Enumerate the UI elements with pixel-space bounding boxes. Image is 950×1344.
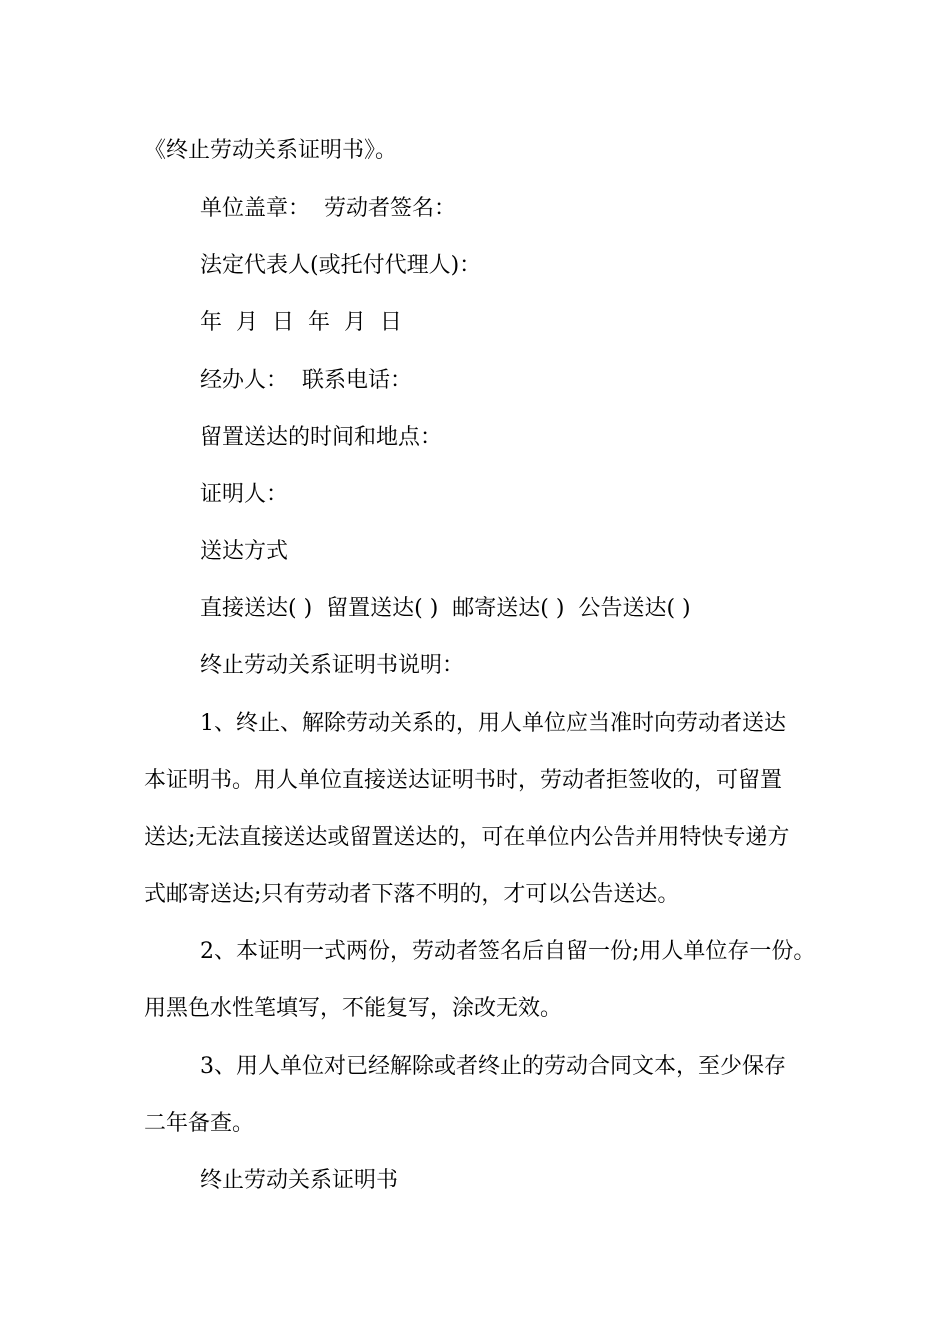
closing-title: 终止劳动关系证明书 (200, 1168, 399, 1193)
instruction-1-line-4: 式邮寄送达;只有劳动者下落不明的，才可以公告送达。 (144, 882, 680, 907)
delivery-options-line: 直接送达( ) 留置送达( ) 邮寄送达( ) 公告送达( ) (200, 596, 691, 621)
handler-phone-line: 经办人： 联系电话： (200, 368, 412, 393)
instruction-2-line-2: 用黑色水性笔填写，不能复写，涂改无效。 (144, 996, 563, 1021)
instruction-1-line-2: 本证明书。用人单位直接送达证明书时，劳动者拒签收的，可留置 (144, 768, 783, 793)
instruction-1-line-1: 1、终止、解除劳动关系的，用人单位应当准时向劳动者送达 (200, 711, 786, 736)
instruction-1-line-3: 送达;无法直接送达或留置送达的，可在单位内公告并用特快专递方 (144, 825, 790, 850)
instructions-heading: 终止劳动关系证明书说明： (200, 653, 465, 678)
delivery-time-place-line: 留置送达的时间和地点： (200, 425, 443, 450)
legal-representative-line: 法定代表人(或托付代理人)： (200, 253, 482, 278)
instruction-3-line-1: 3、用人单位对已经解除或者终止的劳动合同文本，至少保存 (200, 1054, 786, 1079)
witness-line: 证明人： (200, 482, 289, 507)
date-line: 年 月 日 年 月 日 (200, 310, 402, 335)
delivery-method-heading: 送达方式 (200, 539, 289, 564)
seal-signature-line: 单位盖章： 劳动者签名： (200, 196, 456, 221)
document-title-reference: 《终止劳动关系证明书》。 (144, 138, 398, 163)
instruction-2-line-1: 2、本证明一式两份，劳动者签名后自留一份;用人单位存一份。 (200, 939, 816, 964)
instruction-3-line-2: 二年备查。 (144, 1111, 255, 1136)
